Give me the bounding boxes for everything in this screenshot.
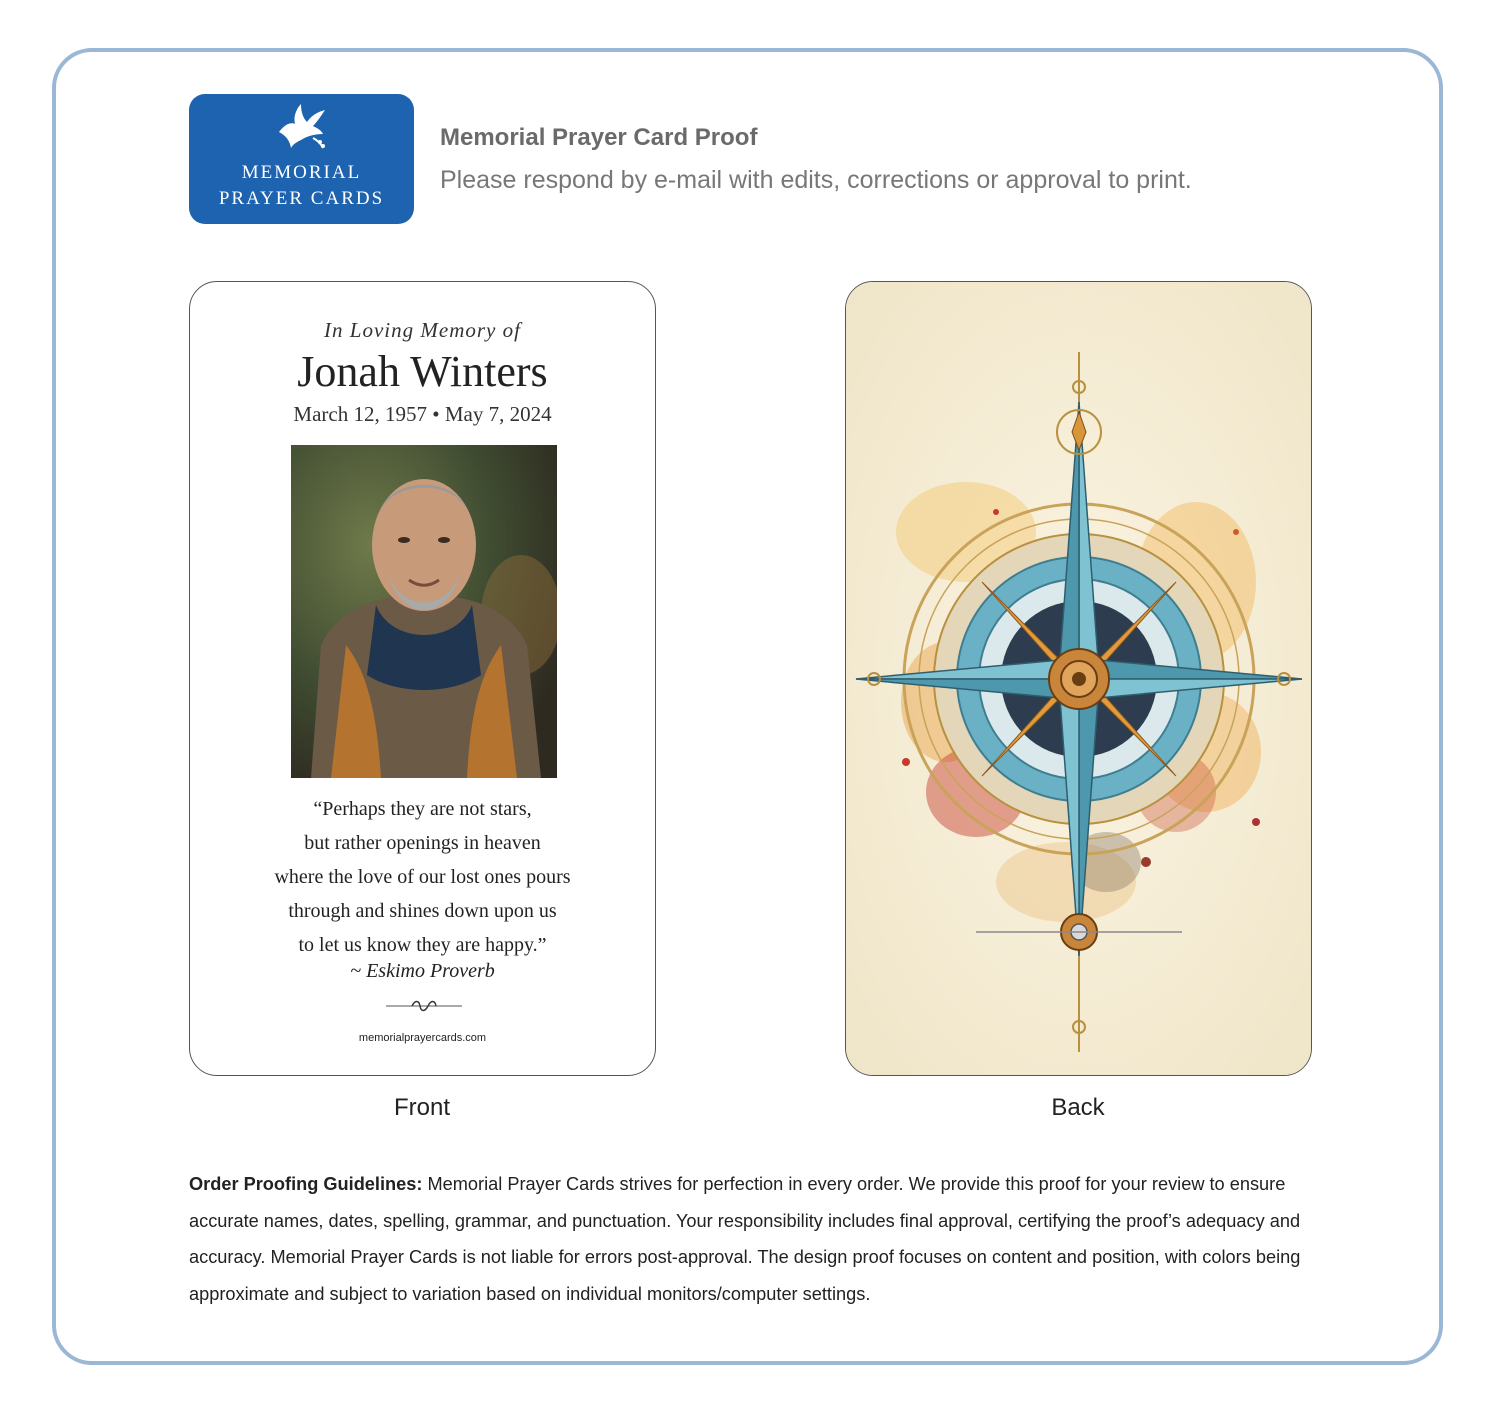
compass-rose-illustration <box>846 282 1312 1076</box>
quote-line: through and shines down upon us <box>288 900 557 922</box>
quote-line: but rather openings in heaven <box>304 832 541 854</box>
guidelines-label: Order Proofing Guidelines: <box>189 1174 423 1194</box>
quote-line: “Perhaps they are not stars, <box>313 798 532 820</box>
quote-author: ~ Eskimo Proverb <box>350 960 495 982</box>
proofing-guidelines <box>189 1166 1319 1312</box>
front-card <box>189 281 656 1076</box>
guidelines-text: Memorial Prayer Cards strives for perfection in every order. We provide this proof for your review to ensure accurate names, dates, spelling, grammar, and punctuation. Your responsibility includes final approval, certifying the proof’s adequacy and accuracy. Memorial Prayer Cards is not liable for errors post-approval. The design proof focuses on content and position, with colors being approximate and subject to variation based on individual monitors/computer settings. <box>189 1174 1301 1304</box>
memory-line: In Loving Memory of <box>324 318 521 342</box>
quote-line: to let us know they are happy.” <box>298 934 547 956</box>
flourish-divider <box>386 1000 462 1012</box>
portrait-photo <box>291 445 557 778</box>
brand-logo <box>189 94 414 224</box>
front-caption: Front <box>393 1094 450 1121</box>
back-caption: Back <box>1051 1094 1105 1121</box>
back-card <box>845 281 1312 1076</box>
dove-icon <box>271 102 333 152</box>
logo-line-2: PRAYER CARDS <box>218 188 385 209</box>
proof-title: Memorial Prayer Card Proof <box>440 124 758 151</box>
quote-line: where the love of our lost ones pours <box>274 866 571 888</box>
life-dates: March 12, 1957 • May 7, 2024 <box>293 402 552 426</box>
memorial-quote <box>190 792 655 962</box>
deceased-name: Jonah Winters <box>297 347 548 396</box>
logo-line-1: MEMORIAL <box>241 162 362 183</box>
proof-instructions: Please respond by e-mail with edits, corrections or approval to print. <box>440 166 1192 194</box>
website-link[interactable]: memorialprayercards.com <box>358 1032 487 1044</box>
